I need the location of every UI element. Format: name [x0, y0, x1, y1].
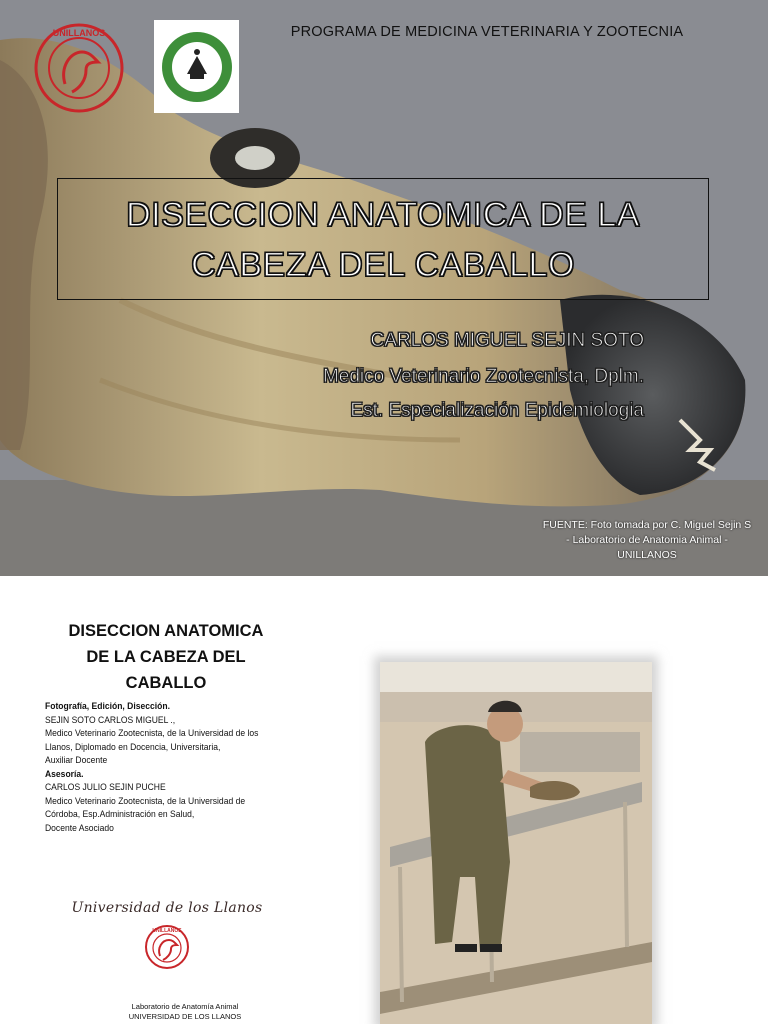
program-name: PROGRAMA DE MEDICINA VETERINARIA Y ZOOTECNIA	[290, 24, 684, 40]
credits-heading-photo: Fotografía, Edición, Disección.	[45, 701, 170, 712]
credits-title	[44, 618, 288, 696]
credits-title-line2: DE LA CABEZA DEL	[86, 648, 246, 666]
credits-desc2-line1: Medico Veterinario Zootecnista, de la Universidad de	[45, 795, 246, 807]
lab-scene-image	[380, 662, 652, 1024]
credits-desc2-line2: Córdoba, Esp.Administración en Salud,	[45, 809, 195, 820]
cooperative-logo	[154, 20, 239, 113]
slide-title-line2: CABEZA DEL CABALLO	[191, 246, 575, 284]
credits-title-line1: DISECCION ANATOMICA	[68, 622, 264, 640]
credits-title-line3: CABALLO	[125, 674, 207, 692]
source-line2: - Laboratorio de Anatomia Animal -	[566, 534, 728, 546]
credits-desc1-line1: Medico Veterinario Zootecnista, de la Universidad de los	[45, 728, 259, 739]
unillanos-small-logo	[139, 924, 195, 970]
logo-text: UNILLANOS	[52, 28, 106, 38]
lab-line1: Laboratorio de Anatomía Animal	[131, 1002, 239, 1011]
author-degree: Medico Veterinario Zootecnista, Dplm.	[322, 366, 644, 387]
university-name: Universidad de los Llanos	[71, 900, 263, 916]
cooperative-seal-icon	[160, 30, 234, 104]
credits-slide	[0, 576, 768, 1024]
photo-source	[522, 518, 768, 563]
unillanos-logo	[30, 22, 128, 114]
credits-heading-advice: Asesoría.	[45, 768, 84, 780]
credits-desc1-line3: Auxiliar Docente	[45, 755, 108, 766]
source-line3: UNILLANOS	[617, 549, 677, 561]
author-study: Est. Especialización Epidemiologia	[350, 400, 644, 421]
dissection-lab-photo	[380, 662, 652, 1024]
credits-block	[45, 700, 288, 835]
small-logo-text: UNILLANOS	[152, 928, 182, 934]
credits-desc2-line3: Docente Asociado	[45, 822, 114, 834]
lab-line2: UNIVERSIDAD DE LOS LLANOS	[128, 1012, 242, 1021]
credits-name2: CARLOS JULIO SEJIN PUCHE	[45, 782, 166, 793]
credits-name1: SEJIN SOTO CARLOS MIGUEL .,	[45, 714, 176, 726]
slide-title-line1: DISECCION ANATOMICA DE LA	[126, 196, 640, 234]
lab-caption	[80, 1002, 290, 1022]
credits-desc1-line2: Llanos, Diplomado en Docencia, Universitaria,	[45, 741, 221, 753]
source-line1: FUENTE: Foto tomada por C. Miguel Sejin S	[542, 519, 752, 531]
author-name: CARLOS MIGUEL SEJIN SOTO	[370, 330, 644, 351]
